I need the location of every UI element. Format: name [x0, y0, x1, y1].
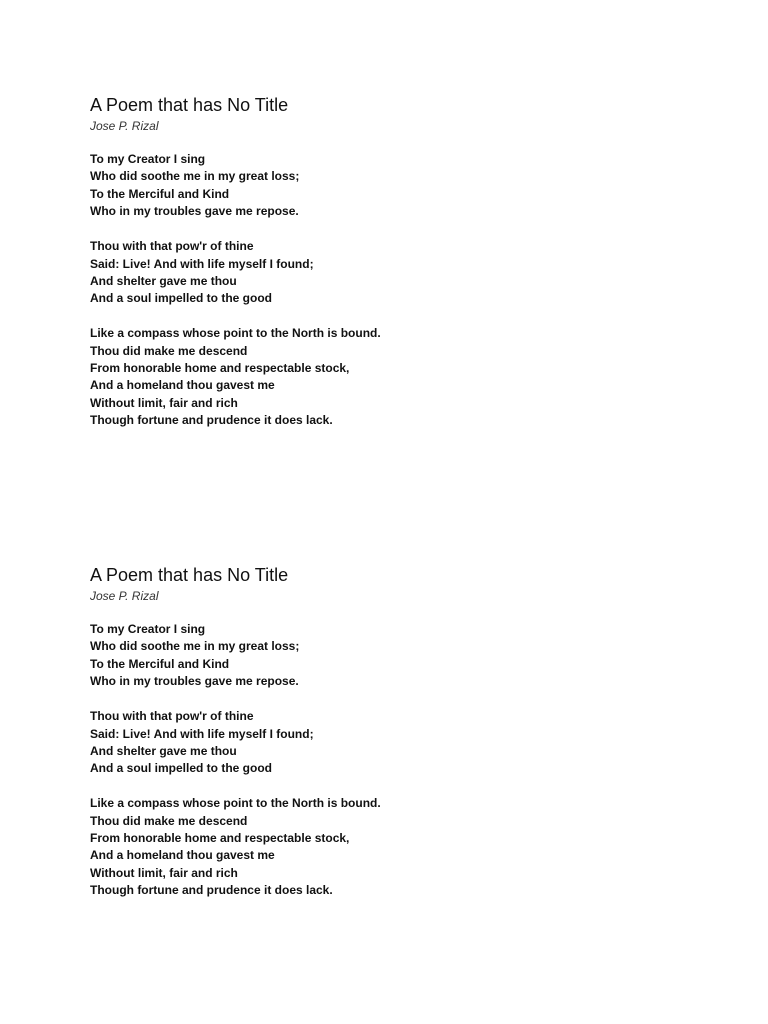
- poem-line: Who in my troubles gave me repose.: [90, 204, 299, 219]
- poem-line: Like a compass whose point to the North is bound.: [90, 796, 381, 811]
- stanza: [90, 621, 690, 691]
- poem-title: A Poem that has No Title: [90, 565, 289, 585]
- poem-line: To the Merciful and Kind: [90, 186, 230, 201]
- poem-line: And shelter gave me thou: [90, 743, 237, 758]
- poem-author: Jose P. Rizal: [90, 119, 159, 133]
- poem-line: Thou did make me descend: [90, 343, 248, 358]
- poem-line: Who did soothe me in my great loss;: [90, 169, 300, 184]
- poem-title: A Poem that has No Title: [90, 95, 289, 115]
- poem-line: To the Merciful and Kind: [90, 656, 230, 671]
- stanza: [90, 151, 690, 221]
- poem-line: Without limit, fair and rich: [90, 395, 238, 410]
- poem-line: And a soul impelled to the good: [90, 291, 272, 306]
- poem-line: Thou with that pow'r of thine: [90, 709, 254, 724]
- poem-author: Jose P. Rizal: [90, 589, 159, 603]
- poem-line: Though fortune and prudence it does lack.: [90, 413, 333, 428]
- poem-line: Thou did make me descend: [90, 813, 248, 828]
- stanza: [90, 795, 690, 899]
- poem-line: And a homeland thou gavest me: [90, 848, 275, 863]
- poem-line: Without limit, fair and rich: [90, 865, 238, 880]
- poem-block: [90, 94, 690, 430]
- poem-block: [90, 564, 690, 900]
- poem-line: Like a compass whose point to the North is bound.: [90, 326, 381, 341]
- poem-line: Thou with that pow'r of thine: [90, 239, 254, 254]
- stanza: [90, 238, 690, 308]
- stanza: [90, 708, 690, 778]
- poem-line: And a soul impelled to the good: [90, 761, 272, 776]
- poem-line: To my Creator I sing: [90, 622, 206, 636]
- poem-line: To my Creator I sing: [90, 152, 206, 166]
- poem-line: From honorable home and respectable stock,: [90, 361, 350, 376]
- poem-line: And a homeland thou gavest me: [90, 378, 275, 393]
- poem-line: And shelter gave me thou: [90, 273, 237, 288]
- poem-line: From honorable home and respectable stock,: [90, 831, 350, 846]
- poem-line: Said: Live! And with life myself I found;: [90, 256, 314, 271]
- stanza: [90, 325, 690, 429]
- poem-line: Who did soothe me in my great loss;: [90, 639, 300, 654]
- poem-line: Said: Live! And with life myself I found;: [90, 726, 314, 741]
- poem-line: Who in my troubles gave me repose.: [90, 674, 299, 689]
- poem-line: Though fortune and prudence it does lack.: [90, 883, 333, 898]
